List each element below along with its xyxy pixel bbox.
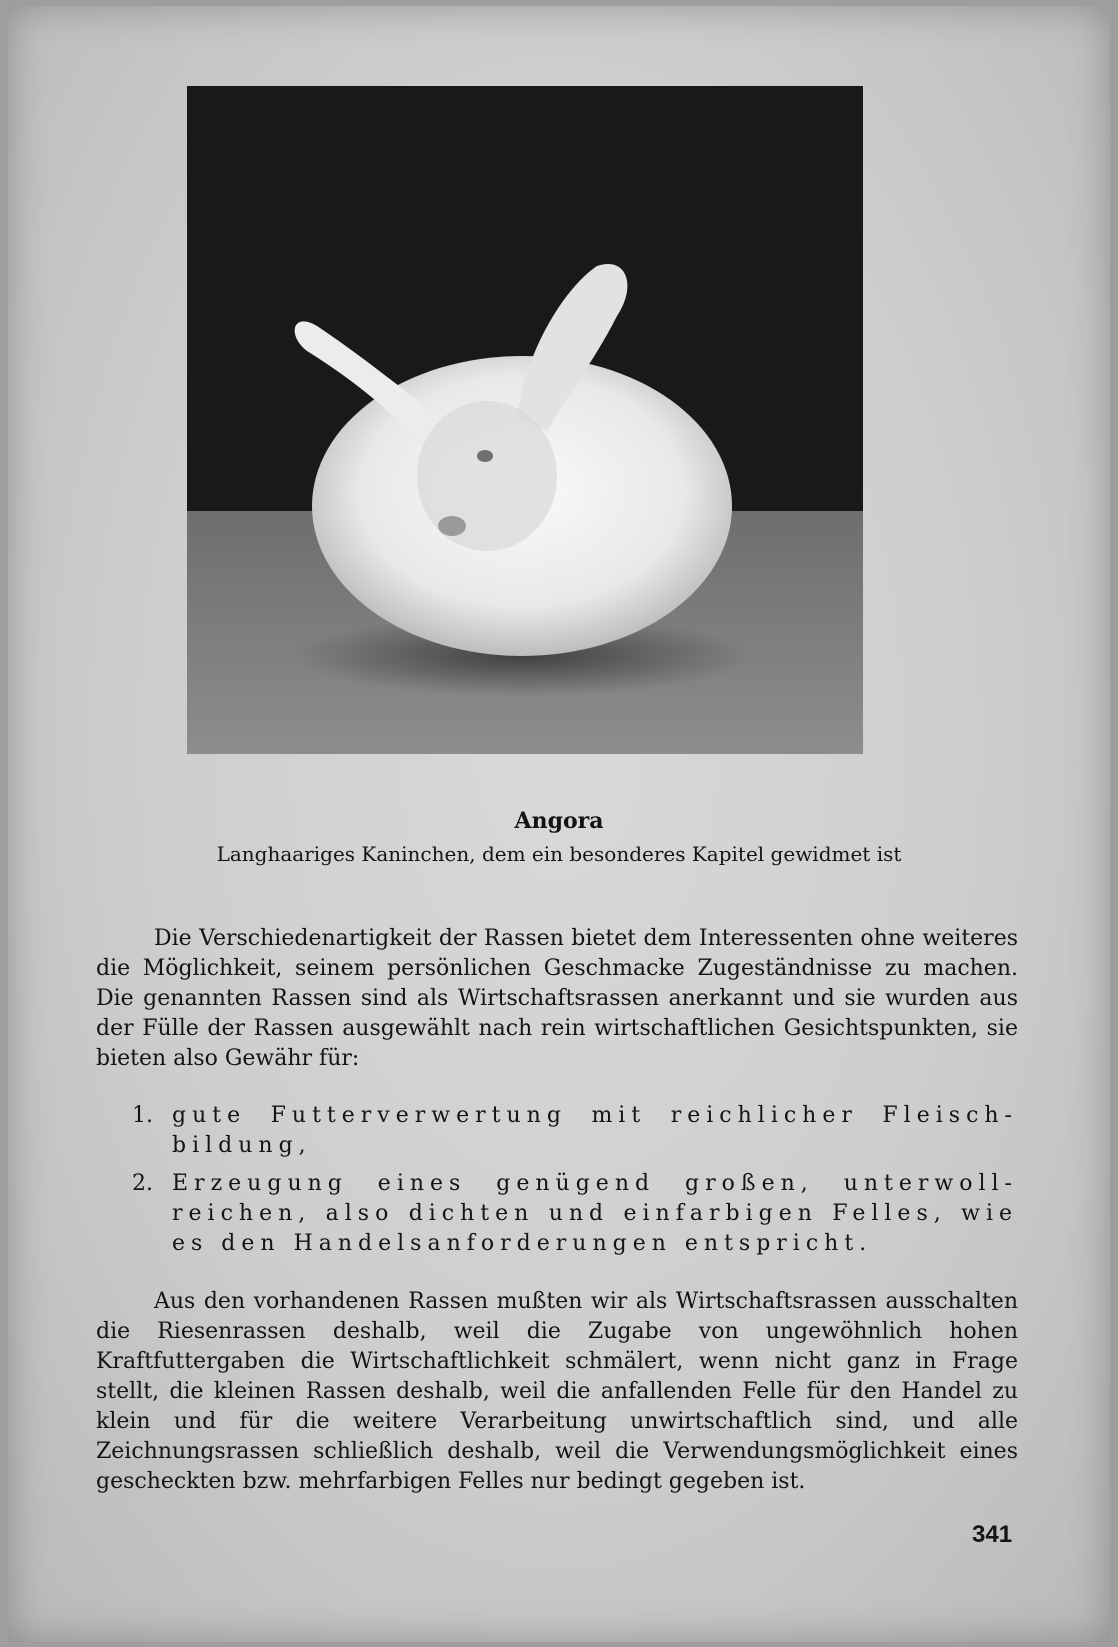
caption-subtitle: Langhaariges Kaninchen, dem ein besonderes Kapitel gewidmet ist	[216, 842, 902, 866]
list-text: Erzeugung eines genügend großen, unterwoll-reichen, also dichten und einfarbigen Felles, wie es den Handelsanforderungen entspricht.	[172, 1171, 1018, 1256]
list-number: 1.	[132, 1103, 153, 1128]
paragraph-2: Aus den vorhandenen Rassen mußten wir als Wirtschaftsrassen ausschalten die Riesenrassen deshalb, weil die Zugabe von ungewöhnlich hohen Kraftfuttergaben die Wirtschaftlichkeit schmälert, wenn nicht ganz in Frage stellt, die kleinen Rassen deshalb, weil die anfallenden Felle für den Handel zu klein und für die weitere Verarbeitung unwirtschaftlich sind, und alle Zeichnungsrassen schließlich deshalb, weil die Verwendungsmöglichkeit eines gescheckten bzw. mehrfarbigen Felles nur bedingt gegeben ist.	[96, 1289, 1018, 1494]
requirements-list	[132, 1101, 1018, 1267]
caption-title: Angora	[514, 808, 604, 834]
list-text: gute Futterverwertung mit reichlicher Fleisch-bildung,	[172, 1103, 1018, 1158]
page-number: 341	[972, 1521, 1013, 1548]
list-number: 2.	[132, 1171, 153, 1196]
angora-rabbit-photo	[187, 86, 863, 754]
list-item	[132, 1169, 1018, 1259]
list-item	[132, 1101, 1018, 1161]
paragraph-1: Die Verschiedenartigkeit der Rassen bietet dem Interessenten ohne weiteres die Möglichkeit, seinem persönlichen Geschmacke Zugeständnisse zu machen. Die genannten Rassen sind als Wirtschaftsrassen anerkannt und sie wurden aus der Fülle der Rassen ausgewählt nach rein wirtschaftlichen Gesichtspunkten, sie bieten also Gewähr für:	[96, 926, 1018, 1071]
